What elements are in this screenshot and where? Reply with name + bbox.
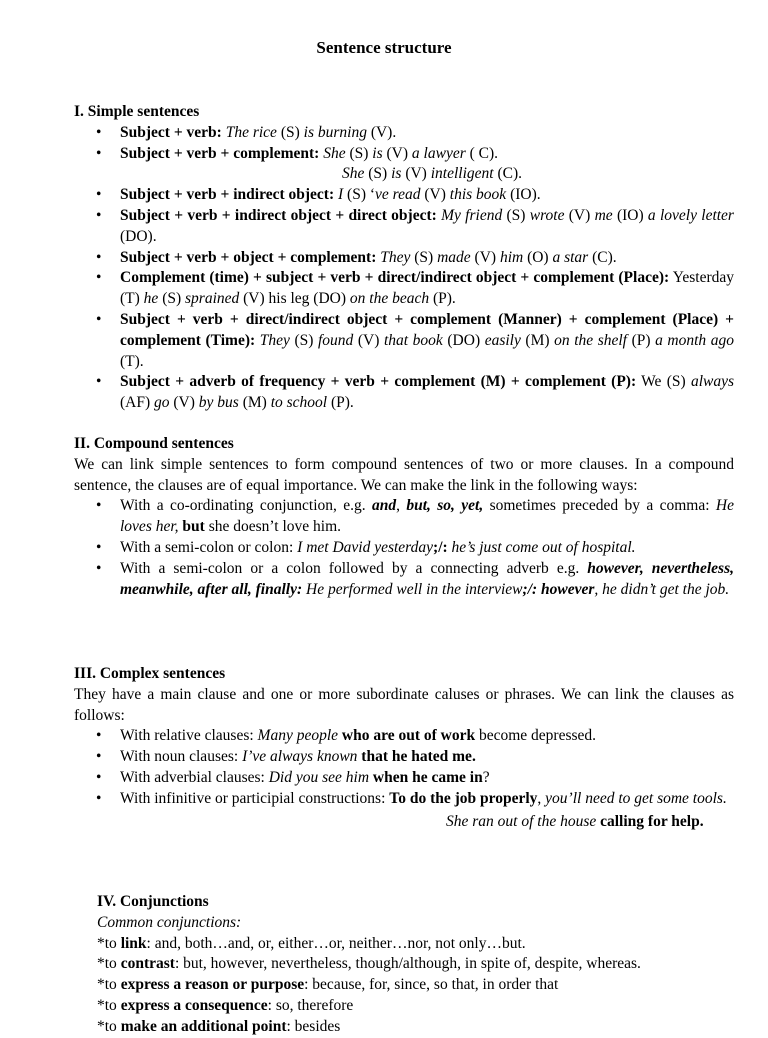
continuation-line: She (S) is (V) intelligent (C). [342, 165, 522, 183]
section-heading: III. Complex sentences [74, 665, 226, 682]
list-item: • Subject + verb + direct/indirect object + complement (Manner) + complement (Place) + complement (Time): They (S) found (V) that book (DO) easily (M) on the shelf (P) a month ago (T). [120, 310, 734, 372]
conjunction-line: *to link: and, both…and, or, either…or, neither…nor, not only…but. [97, 934, 526, 952]
section-simple-sentences [74, 102, 734, 414]
conjunction-line: *to make an additional point: besides [97, 1017, 341, 1035]
conjunction-line: *to express a consequence: so, therefore [97, 996, 354, 1014]
simple-sentence-list [74, 123, 734, 165]
list-item: • With a semi-colon or a colon followed by a connecting adverb e.g. however, nevertheless, meanwhile, after all, finally: He performed well in the interview;/: however, he didn’t get the job. [120, 559, 734, 601]
conjunction-line: *to contrast: but, however, nevertheless, though/although, in spite of, despite, whereas. [97, 955, 641, 973]
section-intro: We can link simple sentences to form compound sentences of two or more clauses. In a compound sentence, the clauses are of equal importance. We can make the link in the following ways: [74, 455, 734, 494]
section-heading: II. Compound sentences [74, 435, 234, 452]
list-item: • Subject + verb + indirect object: I (S) ‘ve read (V) this book (IO). [120, 185, 734, 206]
compound-sentence-list [74, 496, 734, 600]
conjunction-line: *to express a reason or purpose: because, for, since, so that, in order that [97, 976, 559, 994]
page-title: Sentence structure [316, 38, 452, 57]
list-item: • Subject + adverb of frequency + verb + complement (M) + complement (P): We (S) always (AF) go (V) by bus (M) to school (P). [120, 372, 734, 414]
section-intro: They have a main clause and one or more subordinate caluses or phrases. We can link the clauses as follows: [74, 685, 734, 724]
section-heading: I. Simple sentences [74, 103, 200, 120]
section-compound-sentences [74, 434, 734, 600]
list-item: • With infinitive or participial constructions: To do the job properly, you’ll need to get some tools. [120, 789, 734, 810]
section-conjunctions [97, 892, 747, 1038]
complex-sentence-list [74, 726, 734, 809]
list-item: • Subject + verb + indirect object + direct object: My friend (S) wrote (V) me (IO) a lovely letter (DO). [120, 206, 734, 248]
list-item: • Complement (time) + subject + verb + direct/indirect object + complement (Place): Yesterday (T) he (S) sprained (V) his leg (DO) on the beach (P). [120, 268, 734, 310]
list-item: • With adverbial clauses: Did you see him when he came in? [120, 768, 734, 789]
list-item: • Subject + verb + object + complement: They (S) made (V) him (O) a star (C). [120, 248, 734, 269]
section-subheading: Common conjunctions: [97, 913, 242, 931]
section-heading: IV. Conjunctions [97, 893, 209, 910]
list-item: • Subject + verb + complement: She (S) is (V) a lawyer ( C). [120, 144, 734, 165]
list-item: • Subject + verb: The rice (S) is burning (V). [120, 123, 734, 144]
list-item: • With a co-ordinating conjunction, e.g. and, but, so, yet, sometimes preceded by a comma: He loves her, but she doesn’t love him. [120, 496, 734, 538]
section-complex-sentences [74, 664, 734, 832]
simple-sentence-list-cont [74, 185, 734, 414]
list-item: • With noun clauses: I’ve always known that he hated me. [120, 747, 734, 768]
list-item: • With relative clauses: Many people who are out of work become depressed. [120, 726, 734, 747]
list-item: • With a semi-colon or colon: I met David yesterday;/: he’s just come out of hospital. [120, 538, 734, 559]
example-note: She ran out of the house calling for help. [446, 812, 704, 830]
